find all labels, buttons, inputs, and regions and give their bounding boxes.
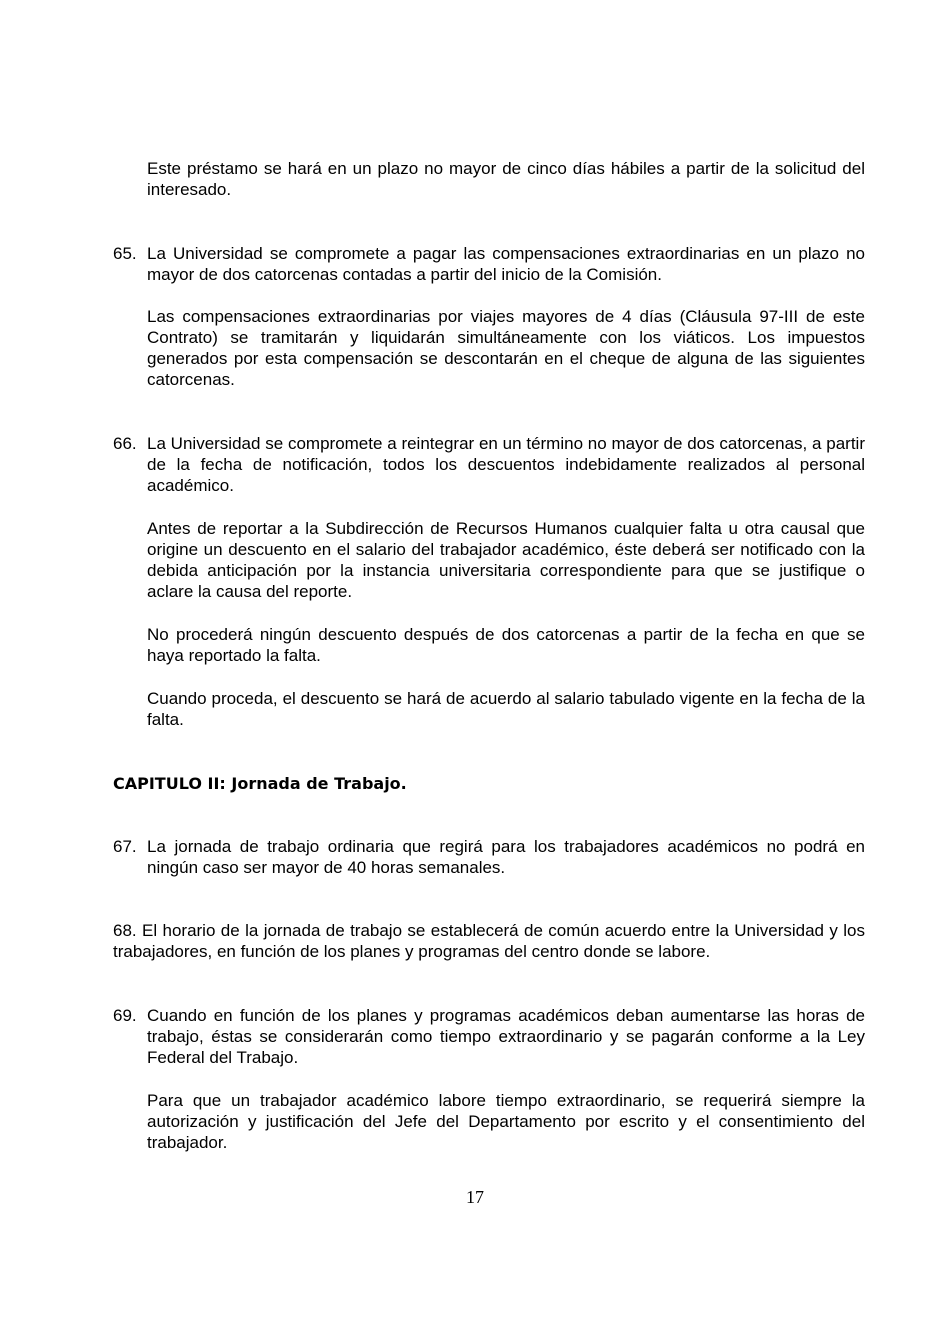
clause-67 — [113, 836, 865, 878]
clause-65-number: 65. — [113, 244, 137, 263]
clause-66 — [113, 433, 865, 496]
chapter-title: CAPITULO II: Jornada de Trabajo. — [113, 774, 407, 793]
clause-65-paragraph-2: Las compensaciones extraordinarias por viajes mayores de 4 días (Cláusula 97-III de este Contrato) se tramitarán y liquidarán simultáneamente con los viáticos. Los impuestos generados por esta compensación se descontarán en el cheque de alguna de las siguientes catorcenas. — [147, 307, 865, 389]
clause-69-number: 69. — [113, 1006, 137, 1025]
clause-66-number: 66. — [113, 434, 137, 453]
clause-66-paragraph-2: Antes de reportar a la Subdirección de Recursos Humanos cualquier falta u otra causal que origine un descuento en el salario del trabajador académico, éste deberá ser notificado con la debida anticipación por la instancia universitaria correspondiente para que se justifique o aclare la causa del reporte. — [147, 519, 865, 601]
page-number: 17 — [466, 1187, 484, 1207]
clause-69 — [113, 1005, 865, 1068]
clause-65-text: La Universidad se compromete a pagar las compensaciones extraordinarias en un plazo no mayor de dos catorcenas contadas a partir del inicio de la Comisión. — [147, 244, 865, 284]
clause-68: 68. El horario de la jornada de trabajo se establecerá de común acuerdo entre la Universidad y los trabajadores, en función de los planes y programas del centro donde se labore. — [113, 921, 865, 961]
clause-69-text: Cuando en función de los planes y programas académicos deban aumentarse las horas de trabajo, éstas se considerarán como tiempo extraordinario y se pagarán conforme a la Ley Federal del Trabajo. — [147, 1006, 865, 1067]
clause-66-paragraph-3: No procederá ningún descuento después de dos catorcenas a partir de la fecha en que se haya reportado la falta. — [147, 625, 865, 665]
paragraph-64-continuation: Este préstamo se hará en un plazo no mayor de cinco días hábiles a partir de la solicitud del interesado. — [147, 159, 865, 199]
clause-66-text: La Universidad se compromete a reintegrar en un término no mayor de dos catorcenas, a partir de la fecha de notificación, todos los descuentos indebidamente realizados al personal académico. — [147, 434, 865, 495]
clause-66-paragraph-4: Cuando proceda, el descuento se hará de acuerdo al salario tabulado vigente en la fecha de la falta. — [147, 689, 865, 729]
clause-69-paragraph-2: Para que un trabajador académico labore tiempo extraordinario, se requerirá siempre la autorización y justificación del Jefe del Departamento por escrito y el consentimiento del trabajador. — [147, 1091, 865, 1152]
clause-67-number: 67. — [113, 837, 137, 856]
clause-65 — [113, 243, 865, 285]
clause-67-text: La jornada de trabajo ordinaria que regirá para los trabajadores académicos no podrá en ningún caso ser mayor de 40 horas semanales. — [147, 837, 865, 877]
